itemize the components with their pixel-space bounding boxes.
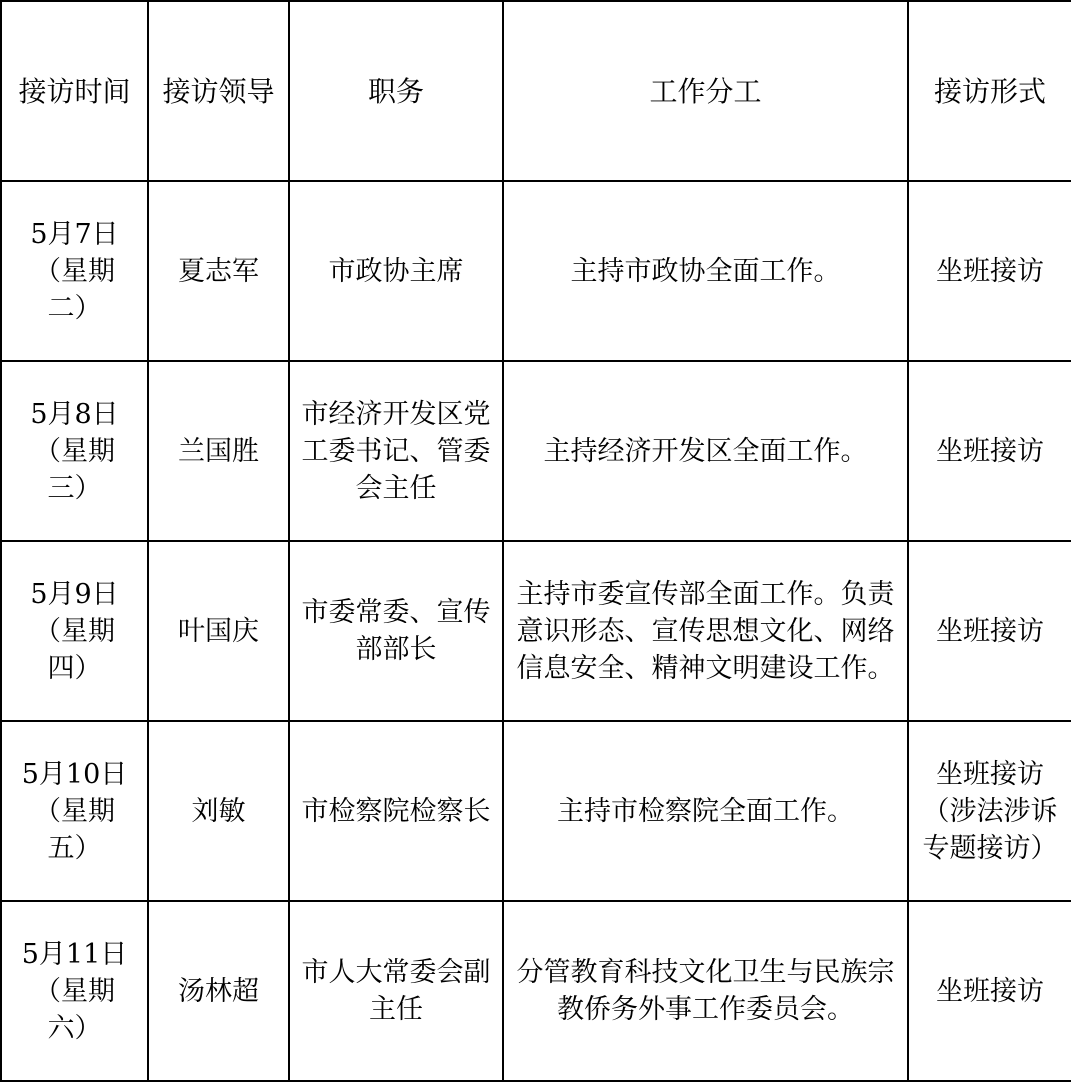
- date-cell: [1, 901, 148, 1081]
- date-cell: [1, 361, 148, 541]
- table-row: [1, 181, 1071, 361]
- duties-cell: 分管教育科技文化卫生与民族宗教侨务外事工作委员会。: [503, 901, 908, 1081]
- header-duties: 工作分工: [503, 1, 908, 181]
- form-cell: 坐班接访: [908, 541, 1071, 721]
- position-cell: 市检察院检察长: [289, 721, 503, 901]
- form-cell: 坐班接访: [908, 181, 1071, 361]
- date: 5月10日: [21, 758, 128, 790]
- table-row: [1, 361, 1071, 541]
- duties-cell: 主持市委宣传部全面工作。负责意识形态、宣传思想文化、网络信息安全、精神文明建设工作。: [503, 541, 908, 721]
- position-cell: 市经济开发区党工委书记、管委会主任: [289, 361, 503, 541]
- header-form: 接访形式: [908, 1, 1071, 181]
- weekday-line-2: 四）: [47, 652, 102, 684]
- weekday-line-2: 三）: [47, 472, 102, 504]
- leader-cell: 兰国胜: [148, 361, 289, 541]
- form-cell: 坐班接访: [908, 901, 1071, 1081]
- table-row: [1, 541, 1071, 721]
- form-cell: 坐班接访: [908, 361, 1071, 541]
- header-position: 职务: [289, 1, 503, 181]
- header-time: 接访时间: [1, 1, 148, 181]
- leader-cell: 刘敏: [148, 721, 289, 901]
- duties-cell: 主持市检察院全面工作。: [503, 721, 908, 901]
- leader-cell: 叶国庆: [148, 541, 289, 721]
- header-leader: 接访领导: [148, 1, 289, 181]
- weekday-line-2: 五）: [47, 832, 102, 864]
- date-cell: [1, 541, 148, 721]
- weekday-line-1: （星期: [34, 435, 115, 467]
- position-cell: 市委常委、宣传部部长: [289, 541, 503, 721]
- weekday-line-1: （星期: [34, 255, 115, 287]
- weekday-line-2: 六）: [47, 1012, 102, 1044]
- date: 5月7日: [30, 218, 119, 250]
- date: 5月8日: [30, 398, 119, 430]
- form-cell: 坐班接访（涉法涉诉专题接访）: [908, 721, 1071, 901]
- weekday-line-1: （星期: [34, 615, 115, 647]
- position-cell: 市政协主席: [289, 181, 503, 361]
- date-cell: [1, 181, 148, 361]
- weekday-line-1: （星期: [34, 795, 115, 827]
- position-cell: 市人大常委会副主任: [289, 901, 503, 1081]
- weekday-line-2: 二）: [47, 292, 102, 324]
- weekday-line-1: （星期: [34, 975, 115, 1007]
- table-header-row: [1, 1, 1071, 181]
- date: 5月9日: [30, 578, 119, 610]
- duties-cell: 主持市政协全面工作。: [503, 181, 908, 361]
- table-row: [1, 901, 1071, 1081]
- table-row: [1, 721, 1071, 901]
- duties-cell: 主持经济开发区全面工作。: [503, 361, 908, 541]
- date: 5月11日: [21, 938, 128, 970]
- leader-cell: 汤林超: [148, 901, 289, 1081]
- date-cell: [1, 721, 148, 901]
- leader-cell: 夏志军: [148, 181, 289, 361]
